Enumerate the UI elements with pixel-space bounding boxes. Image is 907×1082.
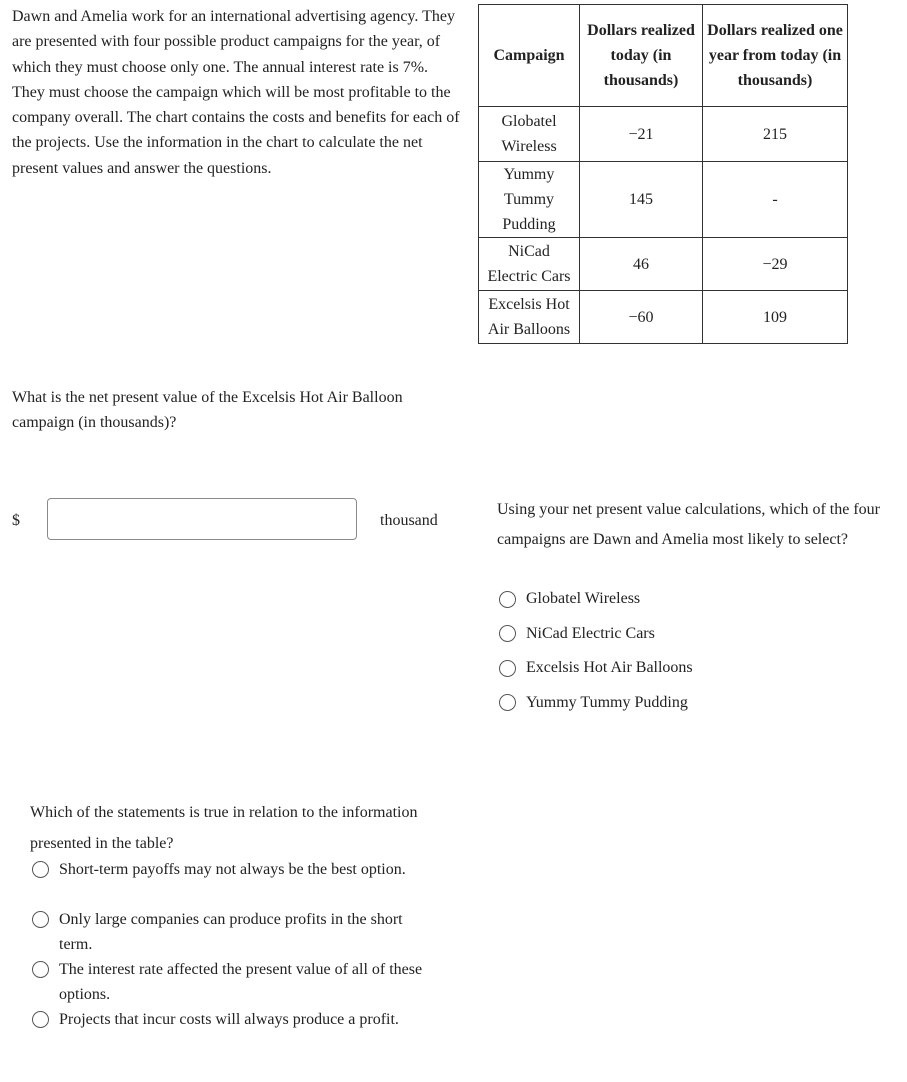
question3-prompt: Which of the statements is true in relation to the information presented in the table? (30, 804, 418, 852)
radio-button[interactable] (499, 694, 516, 711)
option-large-companies[interactable] (32, 907, 442, 957)
cell-today: −60 (580, 291, 703, 344)
radio-button[interactable] (32, 911, 49, 928)
question1-prompt: What is the net present value of the Excelsis Hot Air Balloon campaign (in thousands)? (12, 389, 403, 431)
cell-next-year: −29 (703, 238, 848, 291)
option-label: The interest rate affected the present value of all of these options. (59, 961, 423, 1003)
cell-next-year: 215 (703, 107, 848, 162)
option-excelsis-hot-air-balloons[interactable] (499, 651, 693, 686)
option-label: Only large companies can produce profits in the short term. (59, 911, 403, 953)
cell-campaign: Globatel Wireless (479, 107, 580, 162)
option-costs-profit[interactable] (32, 1007, 442, 1057)
option-short-term-payoffs[interactable] (32, 857, 442, 907)
radio-button[interactable] (499, 660, 516, 677)
cell-today: 145 (580, 162, 703, 238)
option-globatel-wireless[interactable] (499, 582, 693, 617)
npv-answer-input[interactable] (47, 498, 357, 540)
cell-today: −21 (580, 107, 703, 162)
cell-today: 46 (580, 238, 703, 291)
option-yummy-tummy-pudding[interactable] (499, 686, 693, 721)
table-row (479, 291, 848, 344)
option-interest-rate[interactable] (32, 957, 442, 1007)
option-nicad-electric-cars[interactable] (499, 617, 693, 652)
option-label: Short-term payoffs may not always be the best option. (59, 861, 406, 878)
table-row (479, 238, 848, 291)
cell-next-year: - (703, 162, 848, 238)
cell-next-year: 109 (703, 291, 848, 344)
campaign-options (499, 582, 693, 720)
option-label: Projects that incur costs will always produce a profit. (59, 1011, 399, 1028)
campaign-table (478, 4, 848, 344)
radio-button[interactable] (499, 625, 516, 642)
option-label: Excelsis Hot Air Balloons (526, 659, 693, 677)
cell-campaign: Yummy Tummy Pudding (479, 162, 580, 238)
cell-campaign: Excelsis Hot Air Balloons (479, 291, 580, 344)
table-row (479, 107, 848, 162)
table-row (479, 162, 848, 238)
radio-button[interactable] (499, 591, 516, 608)
radio-button[interactable] (32, 1011, 49, 1028)
header-campaign: Campaign (479, 5, 580, 107)
cell-campaign: NiCad Electric Cars (479, 238, 580, 291)
header-dollars-next-year: Dollars realized one year from today (in thousands) (703, 5, 848, 107)
option-label: Globatel Wireless (526, 590, 641, 608)
statement-options (32, 857, 442, 1057)
option-label: NiCad Electric Cars (526, 624, 655, 642)
radio-button[interactable] (32, 961, 49, 978)
question2-prompt: Using your net present value calculations, which of the four campaigns are Dawn and Amelia most likely to select? (497, 501, 880, 548)
radio-button[interactable] (32, 861, 49, 878)
currency-symbol: $ (12, 512, 20, 529)
intro-text: Dawn and Amelia work for an international advertising agency. They are presented with four possible product campaigns for the year, of which they must choose only one. The annual interest rate is 7%. They must choose the campaign which will be most profitable to the company overall. The chart contains the costs and benefits for each of the projects. Use the information in the chart to calculate the net present values and answer the questions. (12, 8, 460, 177)
unit-label: thousand (380, 512, 438, 529)
option-label: Yummy Tummy Pudding (526, 693, 688, 711)
header-dollars-today: Dollars realized today (in thousands) (580, 5, 703, 107)
